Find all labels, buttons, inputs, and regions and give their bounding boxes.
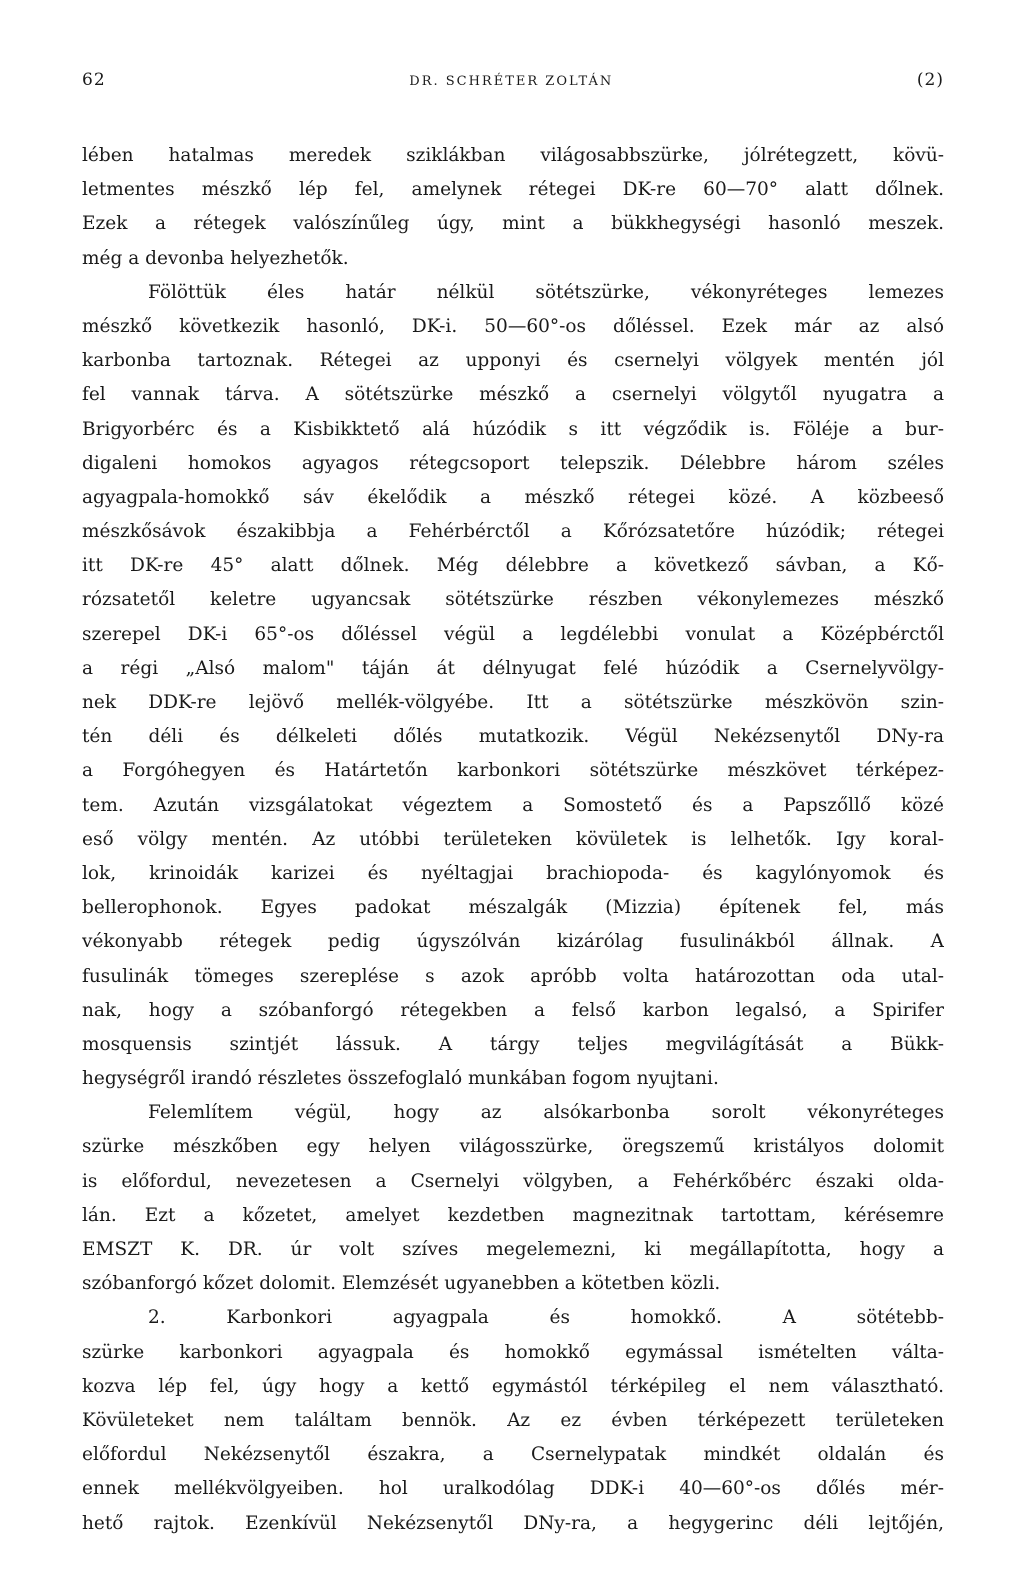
document-page [82, 70, 944, 1541]
text-line: a Forgóhegyen és Határtetőn karbonkori sötétszürke mészkövet térképez- [82, 760, 944, 782]
text-line: rózsatetől keletre ugyancsak sötétszürke részben vékonylemezes mészkő [82, 589, 944, 611]
text-line: kozva lép fel, úgy hogy a kettő egymástól térképileg el nem választható. [82, 1375, 944, 1397]
text-line: szerepel DK-i 65°-os dőléssel végül a legdélebbi vonulat a Középbérctől [82, 623, 944, 645]
text-line: vékonyabb rétegek pedig úgyszólván kizárólag fusulinákból állnak. A [82, 931, 944, 953]
text-line: Ezek a rétegek valószínűleg úgy, mint a bükkhegységi hasonló meszek. [82, 213, 944, 235]
text-line: még a devonba helyezhetők. [82, 247, 349, 269]
text-line: szürke mészkőben egy helyen világosszürke, öregszemű kristályos dolomit [82, 1136, 944, 1158]
text-line: nek DDK-re lejövő mellék-völgyébe. Itt a sötétszürke mészkövön szin- [82, 692, 944, 713]
text-line: a régi „Alsó malom" táján át délnyugat felé húzódik a Csernelyvölgy- [82, 657, 944, 679]
text-line: mosquensis szintjét lássuk. A tárgy teljes megvilágítását a Bükk- [82, 1033, 944, 1055]
text-line: Kövületeket nem találtam bennök. Az ez évben térképezett területeken [82, 1409, 944, 1431]
body-text [82, 139, 944, 1541]
text-line: letmentes mészkő lép fel, amelynek rétegei DK-re 60—70° alatt dőlnek. [82, 179, 944, 201]
text-line: lán. Ezt a kőzetet, amelyet kezdetben magnezitnak tartottam, kérésemre [82, 1204, 944, 1226]
text-line: szürke karbonkori agyagpala és homokkő egymással ismételten válta- [82, 1341, 944, 1363]
text-line: hegységről irandó részletes összefoglaló munkában fogom nyujtani. [82, 1068, 719, 1090]
text-line: nak, hogy a szóbanforgó rétegekben a felső karbon legalsó, a Spirifer [82, 999, 944, 1021]
text-line: eső völgy mentén. Az utóbbi területeken kövületek is lelhetők. Igy koral- [82, 828, 944, 850]
running-head-author: DR. SCHRÉTER ZOLTÁN [409, 74, 614, 89]
text-line: szóbanforgó kőzet dolomit. Elemzését ugyanebben a kötetben közli. [82, 1273, 721, 1295]
text-line: EMSZT K. DR. úr volt szíves megelemezni, ki megállapította, hogy a [82, 1239, 944, 1260]
text-line: itt DK-re 45° alatt dőlnek. Még délebbre a következő sávban, a Kő- [82, 555, 944, 577]
text-line: fusulinák tömeges szereplése s azok apróbb volta határozottan oda utal- [82, 965, 944, 987]
page-number: 62 [82, 70, 106, 90]
page-header [82, 70, 944, 100]
text-line: tén déli és délkeleti dőlés mutatkozik. Végül Nekézsenytől DNy-ra [82, 726, 944, 748]
text-line: bellerophonok. Egyes padokat mészalgák (Mizzia) építenek fel, más [82, 897, 944, 919]
text-line: Brigyorbérc és a Kisbikktető alá húzódik s itt végződik is. Föléje a bur- [82, 418, 944, 440]
text-line: hető rajtok. Ezenkívül Nekézsenytől DNy-ra, a hegygerinc déli lejtőjén, [82, 1512, 944, 1534]
text-line: 2. Karbonkori agyagpala és homokkő. A sötétebb- [148, 1307, 944, 1329]
text-line: Fölöttük éles határ nélkül sötétszürke, vékonyréteges lemezes [148, 281, 944, 303]
text-line: tem. Azután vizsgálatokat végeztem a Somostető és a Papszőllő közé [82, 794, 944, 816]
text-line: is előfordul, nevezetesen a Csernelyi völgyben, a Fehérkőbérc északi olda- [82, 1170, 944, 1192]
text-line: fel vannak tárva. A sötétszürke mészkő a csernelyi völgytől nyugatra a [82, 384, 944, 406]
text-line: ennek mellékvölgyeiben. hol uralkodólag DDK-i 40—60°-os dőlés mér- [82, 1478, 944, 1500]
text-line: mészkősávok északibbja a Fehérbérctől a Kőrózsatetőre húzódik; rétegei [82, 521, 944, 543]
text-line: előfordul Nekézsenytől északra, a Csernelypatak mindkét oldalán és [82, 1444, 944, 1466]
text-line: karbonba tartoznak. Rétegei az upponyi és csernelyi völgyek mentén jól [82, 350, 944, 372]
text-line: digaleni homokos agyagos rétegcsoport telepszik. Délebbre három széles [82, 452, 944, 474]
text-line: lében hatalmas meredek sziklákban világosabbszürke, jólrétegzett, kövü- [82, 145, 944, 166]
text-line: lok, krinoidák karizei és nyéltagjai brachiopoda- és kagylónyomok és [82, 862, 944, 884]
text-line: Felemlítem végül, hogy az alsókarbonba sorolt vékonyréteges [148, 1102, 944, 1124]
text-line: agyagpala-homokkő sáv ékelődik a mészkő rétegei közé. A közbeeső [82, 486, 944, 508]
text-line: mészkő következik hasonló, DK-i. 50—60°-os dőléssel. Ezek már az alsó [82, 315, 944, 337]
section-marker: (2) [916, 70, 944, 90]
